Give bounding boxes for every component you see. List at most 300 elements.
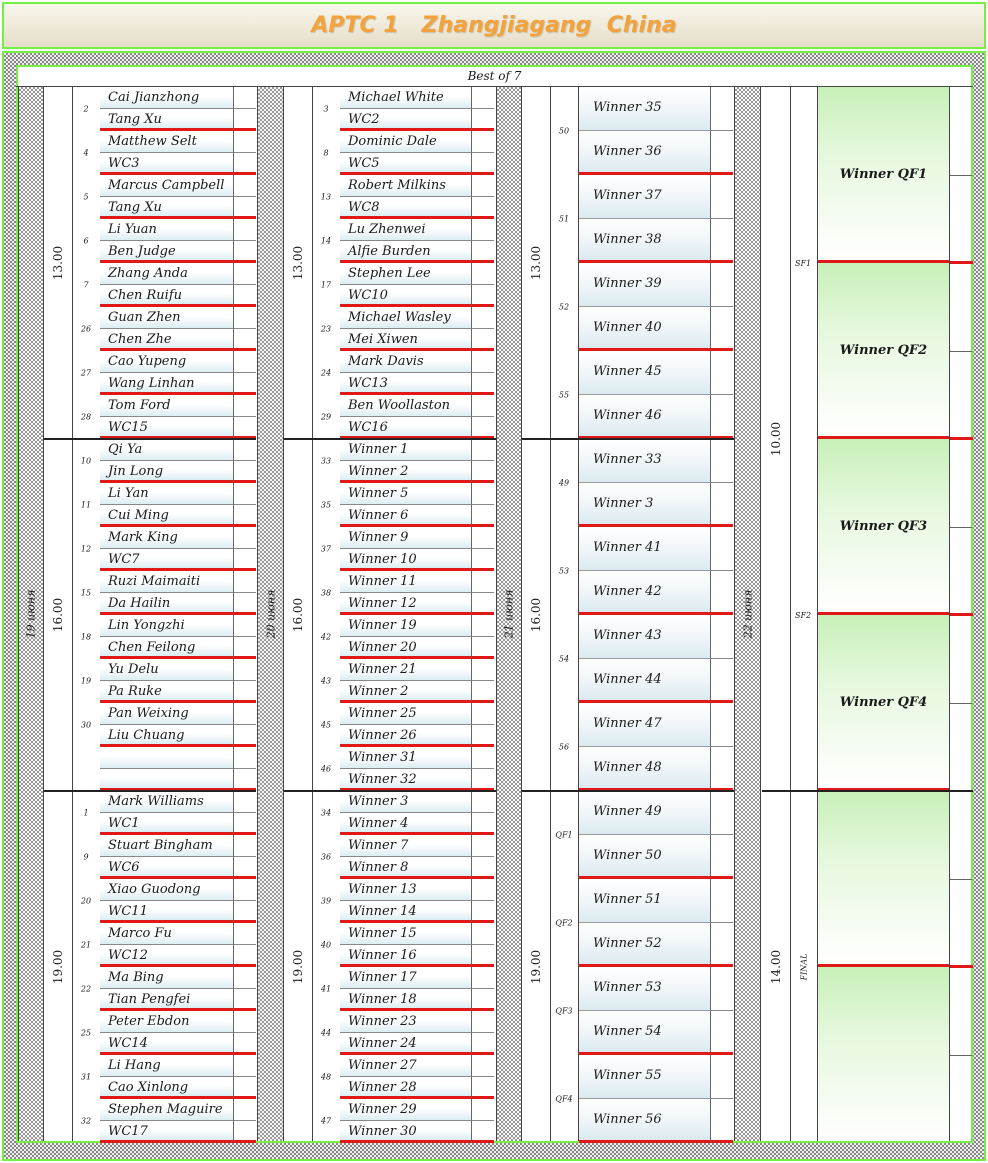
score-cell [234, 175, 256, 197]
match-number: 52 [558, 302, 570, 312]
player-cell: Winner 17 [340, 967, 472, 989]
score-cell [472, 1033, 494, 1055]
winner-cell: Winner 36 [579, 131, 711, 175]
player-cell: Winner 2 [340, 461, 472, 483]
session-time: 19.00 [51, 949, 65, 985]
match-number: 51 [558, 214, 570, 224]
score-cell [472, 153, 494, 175]
player-cell: Winner 14 [340, 901, 472, 923]
match-number: QF4 [555, 1094, 573, 1104]
player-cell: Stuart Bingham [100, 835, 234, 857]
player-cell: Winner 26 [340, 725, 472, 747]
match-number: 18 [80, 632, 92, 642]
match-number: 19 [80, 676, 92, 686]
match-number: 15 [80, 588, 92, 598]
player-cell: Mark King [100, 527, 234, 549]
score-cell [472, 329, 494, 351]
player-cell: Winner 32 [340, 769, 472, 791]
score-cell [472, 615, 494, 637]
score-cell [472, 505, 494, 527]
match-number: 40 [320, 940, 332, 950]
match-number: 9 [83, 852, 89, 862]
player-cell: Li Hang [100, 1055, 234, 1077]
winner-cell: Winner 51 [579, 879, 711, 923]
winner-cell: Winner 50 [579, 835, 711, 879]
session-time: 19.00 [291, 949, 305, 985]
player-cell: Ben Woollaston [340, 395, 472, 417]
score-cell [234, 945, 256, 967]
semi-slot-label: Winner QF2 [839, 343, 928, 358]
player-cell: Qi Ya [100, 439, 234, 461]
player-cell: Ben Judge [100, 241, 234, 263]
score-cell [472, 967, 494, 989]
day-label: 21 июня [502, 589, 516, 639]
score-cell [234, 681, 256, 703]
player-cell: Winner 16 [340, 945, 472, 967]
player-cell: Winner 30 [340, 1121, 472, 1143]
player-cell: Jin Long [100, 461, 234, 483]
player-cell: WC3 [100, 153, 234, 175]
player-cell: Li Yan [100, 483, 234, 505]
player-cell: Winner 28 [340, 1077, 472, 1099]
match-number: 27 [80, 368, 92, 378]
winner-cell: Winner 38 [579, 219, 711, 263]
player-cell: WC1 [100, 813, 234, 835]
winner-cell: Winner 42 [579, 571, 711, 615]
score-cell [472, 835, 494, 857]
semi-slot-label: Winner QF4 [839, 695, 928, 710]
score-cell [711, 1099, 733, 1143]
column-divider [790, 87, 791, 1141]
match-number: 14 [320, 236, 332, 246]
score-cell [234, 857, 256, 879]
score-cell [472, 351, 494, 373]
player-cell: Tang Xu [100, 109, 234, 131]
player-cell: WC15 [100, 417, 234, 439]
match-number: 23 [320, 324, 332, 334]
match-number: 12 [80, 544, 92, 554]
bracket-line [950, 437, 973, 440]
player-cell: Winner 9 [340, 527, 472, 549]
player-cell: Tom Ford [100, 395, 234, 417]
player-cell: Matthew Selt [100, 131, 234, 153]
match-number: 31 [80, 1072, 92, 1082]
winner-cell: Winner 48 [579, 747, 711, 791]
winner-cell: Winner 46 [579, 395, 711, 439]
match-number: 1 [83, 808, 89, 818]
match-number: 6 [83, 236, 89, 246]
score-cell [711, 747, 733, 791]
player-cell: Winner 19 [340, 615, 472, 637]
winner-cell: Winner 43 [579, 615, 711, 659]
score-cell [234, 967, 256, 989]
score-cell [472, 1011, 494, 1033]
score-cell [472, 219, 494, 241]
player-cell: Chen Feilong [100, 637, 234, 659]
match-number: QF3 [555, 1006, 573, 1016]
match-number: 43 [320, 676, 332, 686]
score-cell [234, 329, 256, 351]
semi-label: SF1 [795, 259, 812, 268]
player-cell [100, 769, 234, 791]
player-cell: Tang Xu [100, 197, 234, 219]
session-divider [522, 438, 734, 440]
score-cell [234, 1033, 256, 1055]
score-cell [711, 967, 733, 1011]
player-cell: WC5 [340, 153, 472, 175]
semi-slot [818, 263, 949, 439]
match-number: 11 [80, 500, 92, 510]
player-cell: Cui Ming [100, 505, 234, 527]
score-cell [234, 1055, 256, 1077]
score-cell [711, 439, 733, 483]
match-number: 37 [320, 544, 332, 554]
player-cell: Lu Zhenwei [340, 219, 472, 241]
score-tick [950, 1055, 972, 1056]
match-number: 39 [320, 896, 332, 906]
player-cell: Winner 6 [340, 505, 472, 527]
player-cell: Ma Bing [100, 967, 234, 989]
final-slot [818, 967, 949, 1141]
semi-slot [818, 615, 949, 791]
session-divider [44, 790, 256, 792]
match-number: 10 [80, 456, 92, 466]
score-cell [234, 87, 256, 109]
player-cell: Winner 2 [340, 681, 472, 703]
winner-cell: Winner 56 [579, 1099, 711, 1143]
score-cell [711, 483, 733, 527]
score-cell [234, 439, 256, 461]
column-divider [550, 87, 551, 1141]
player-cell: Winner 1 [340, 439, 472, 461]
match-number: 2 [83, 104, 89, 114]
score-tick [950, 351, 972, 352]
player-cell: Winner 13 [340, 879, 472, 901]
score-cell [472, 241, 494, 263]
score-cell [472, 527, 494, 549]
score-cell [711, 175, 733, 219]
player-cell: Winner 25 [340, 703, 472, 725]
match-number: QF2 [555, 918, 573, 928]
match-number: 8 [323, 148, 329, 158]
score-cell [472, 725, 494, 747]
score-cell [234, 989, 256, 1011]
score-cell [472, 131, 494, 153]
match-number: 48 [320, 1072, 332, 1082]
match-number: 54 [558, 654, 570, 664]
match-number: 3 [323, 104, 329, 114]
score-cell [234, 593, 256, 615]
day-column [734, 87, 761, 1141]
player-cell [100, 747, 234, 769]
player-cell: Ruzi Maimaiti [100, 571, 234, 593]
player-cell: Winner 7 [340, 835, 472, 857]
score-cell [234, 307, 256, 329]
score-cell [234, 505, 256, 527]
session-divider [284, 790, 496, 792]
match-number: 4 [83, 148, 89, 158]
score-cell [472, 813, 494, 835]
match-number: 25 [80, 1028, 92, 1038]
score-cell [472, 1121, 494, 1143]
match-number: 36 [320, 852, 332, 862]
player-cell: Wang Linhan [100, 373, 234, 395]
day-label: 22 июня [741, 589, 754, 639]
score-cell [234, 879, 256, 901]
player-cell: Winner 8 [340, 857, 472, 879]
score-cell [234, 813, 256, 835]
semi-slot [818, 87, 949, 263]
match-number: 46 [320, 764, 332, 774]
match-number: 45 [320, 720, 332, 730]
score-cell [234, 219, 256, 241]
match-number: 24 [320, 368, 332, 378]
player-cell: Winner 4 [340, 813, 472, 835]
session-time: 10.00 [769, 421, 783, 457]
score-cell [472, 901, 494, 923]
score-cell [472, 1055, 494, 1077]
match-number: 44 [320, 1028, 332, 1038]
player-cell: Cao Yupeng [100, 351, 234, 373]
score-cell [711, 923, 733, 967]
player-cell: WC7 [100, 549, 234, 571]
player-cell: Robert Milkins [340, 175, 472, 197]
score-cell [711, 703, 733, 747]
player-cell: Cao Xinlong [100, 1077, 234, 1099]
score-cell [711, 87, 733, 131]
player-cell: Tian Pengfei [100, 989, 234, 1011]
score-cell [472, 879, 494, 901]
score-cell [472, 659, 494, 681]
winner-cell: Winner 49 [579, 791, 711, 835]
match-number: 20 [80, 896, 92, 906]
session-divider [284, 438, 496, 440]
score-cell [234, 527, 256, 549]
score-cell [711, 879, 733, 923]
score-cell [472, 87, 494, 109]
match-number: 41 [320, 984, 332, 994]
session-divider [762, 790, 973, 792]
winner-cell: Winner 41 [579, 527, 711, 571]
player-cell: Mei Xiwen [340, 329, 472, 351]
match-number: 42 [320, 632, 332, 642]
score-cell [711, 351, 733, 395]
score-cell [472, 703, 494, 725]
player-cell: Michael White [340, 87, 472, 109]
player-cell: WC8 [340, 197, 472, 219]
score-cell [472, 791, 494, 813]
winner-cell: Winner 3 [579, 483, 711, 527]
score-cell [234, 769, 256, 791]
score-cell [711, 571, 733, 615]
winner-cell: Winner 45 [579, 351, 711, 395]
score-cell [234, 131, 256, 153]
score-cell [711, 307, 733, 351]
match-number: 47 [320, 1116, 332, 1126]
score-cell [711, 131, 733, 175]
final-label: FINAL [799, 953, 809, 981]
score-cell [711, 395, 733, 439]
score-cell [234, 1099, 256, 1121]
score-cell [472, 769, 494, 791]
score-cell [711, 791, 733, 835]
player-cell: Pa Ruke [100, 681, 234, 703]
score-cell [472, 263, 494, 285]
score-cell [234, 923, 256, 945]
match-number: 5 [83, 192, 89, 202]
score-cell [711, 615, 733, 659]
player-cell: Mark Williams [100, 791, 234, 813]
score-cell [472, 747, 494, 769]
match-number: 50 [558, 126, 570, 136]
score-cell [711, 1055, 733, 1099]
player-cell: Marcus Campbell [100, 175, 234, 197]
format-label: Best of 7 [16, 65, 973, 87]
score-tick [950, 527, 972, 528]
final-slot [818, 791, 949, 967]
session-time: 13.00 [51, 245, 65, 281]
score-cell [234, 791, 256, 813]
player-cell: Winner 5 [340, 483, 472, 505]
bracket-line [950, 613, 973, 616]
score-cell [234, 351, 256, 373]
match-number: 22 [80, 984, 92, 994]
match-number: 26 [80, 324, 92, 334]
player-cell: Winner 20 [340, 637, 472, 659]
player-cell: Michael Wasley [340, 307, 472, 329]
player-cell: Winner 27 [340, 1055, 472, 1077]
page-title: APTC 1 Zhangjiagang China [311, 13, 677, 38]
player-cell: Stephen Lee [340, 263, 472, 285]
semi-slot [818, 439, 949, 615]
player-cell: WC11 [100, 901, 234, 923]
score-cell [472, 681, 494, 703]
match-number: 49 [558, 478, 570, 488]
bracket-line [950, 965, 973, 968]
semi-label: SF2 [795, 611, 812, 620]
match-number: 13 [320, 192, 332, 202]
score-cell [234, 1077, 256, 1099]
match-number: 17 [320, 280, 332, 290]
session-time: 14.00 [769, 949, 783, 985]
winner-cell: Winner 39 [579, 263, 711, 307]
score-cell [472, 857, 494, 879]
score-cell [234, 901, 256, 923]
semi-slot-label: Winner QF3 [839, 519, 928, 534]
match-number: 30 [80, 720, 92, 730]
score-cell [472, 945, 494, 967]
player-cell: Marco Fu [100, 923, 234, 945]
score-cell [472, 923, 494, 945]
match-number: 34 [320, 808, 332, 818]
player-cell: Winner 10 [340, 549, 472, 571]
player-cell: Liu Chuang [100, 725, 234, 747]
player-cell: WC6 [100, 857, 234, 879]
day-column [257, 87, 284, 1141]
player-cell: Cai Jianzhong [100, 87, 234, 109]
player-cell: Mark Davis [340, 351, 472, 373]
player-cell: Lin Yongzhi [100, 615, 234, 637]
score-cell [711, 263, 733, 307]
player-cell: Winner 15 [340, 923, 472, 945]
match-number: 32 [80, 1116, 92, 1126]
score-cell [234, 373, 256, 395]
score-cell [472, 285, 494, 307]
score-cell [472, 1099, 494, 1121]
match-number: QF1 [555, 830, 573, 840]
match-number: 7 [83, 280, 89, 290]
score-cell [234, 395, 256, 417]
player-cell: Winner 21 [340, 659, 472, 681]
score-cell [472, 373, 494, 395]
player-cell: Yu Delu [100, 659, 234, 681]
player-cell: WC16 [340, 417, 472, 439]
score-cell [472, 439, 494, 461]
match-number: 38 [320, 588, 332, 598]
player-cell: Chen Ruifu [100, 285, 234, 307]
winner-cell: Winner 33 [579, 439, 711, 483]
score-cell [234, 417, 256, 439]
winner-cell: Winner 54 [579, 1011, 711, 1055]
day-column [496, 87, 522, 1141]
score-cell [472, 483, 494, 505]
day-label: 19 июня [24, 589, 38, 639]
player-cell: WC2 [340, 109, 472, 131]
score-cell [711, 1011, 733, 1055]
player-cell: Winner 24 [340, 1033, 472, 1055]
score-cell [234, 109, 256, 131]
score-cell [472, 175, 494, 197]
match-number: 29 [320, 412, 332, 422]
player-cell: WC14 [100, 1033, 234, 1055]
session-time: 16.00 [291, 597, 305, 633]
session-divider [44, 438, 256, 440]
score-cell [234, 197, 256, 219]
winner-cell: Winner 47 [579, 703, 711, 747]
score-cell [472, 417, 494, 439]
player-cell: Winner 29 [340, 1099, 472, 1121]
player-cell: Winner 31 [340, 747, 472, 769]
player-cell: WC17 [100, 1121, 234, 1143]
player-cell: Winner 12 [340, 593, 472, 615]
player-cell: Guan Zhen [100, 307, 234, 329]
score-tick [950, 175, 972, 176]
match-number: 56 [558, 742, 570, 752]
winner-cell: Winner 52 [579, 923, 711, 967]
player-cell: Xiao Guodong [100, 879, 234, 901]
score-cell [472, 549, 494, 571]
score-cell [234, 659, 256, 681]
winner-cell: Winner 55 [579, 1055, 711, 1099]
match-number: 28 [80, 412, 92, 422]
session-time: 16.00 [529, 597, 543, 633]
score-cell [234, 615, 256, 637]
day-column [18, 87, 44, 1141]
score-cell [711, 659, 733, 703]
score-cell [234, 461, 256, 483]
score-cell [234, 637, 256, 659]
score-cell [234, 725, 256, 747]
score-cell [234, 549, 256, 571]
player-cell: Winner 11 [340, 571, 472, 593]
match-number: 55 [558, 390, 570, 400]
semi-slot-label: Winner QF1 [839, 167, 928, 182]
score-cell [472, 197, 494, 219]
score-cell [472, 637, 494, 659]
score-cell [472, 989, 494, 1011]
winner-cell: Winner 53 [579, 967, 711, 1011]
score-cell [711, 835, 733, 879]
